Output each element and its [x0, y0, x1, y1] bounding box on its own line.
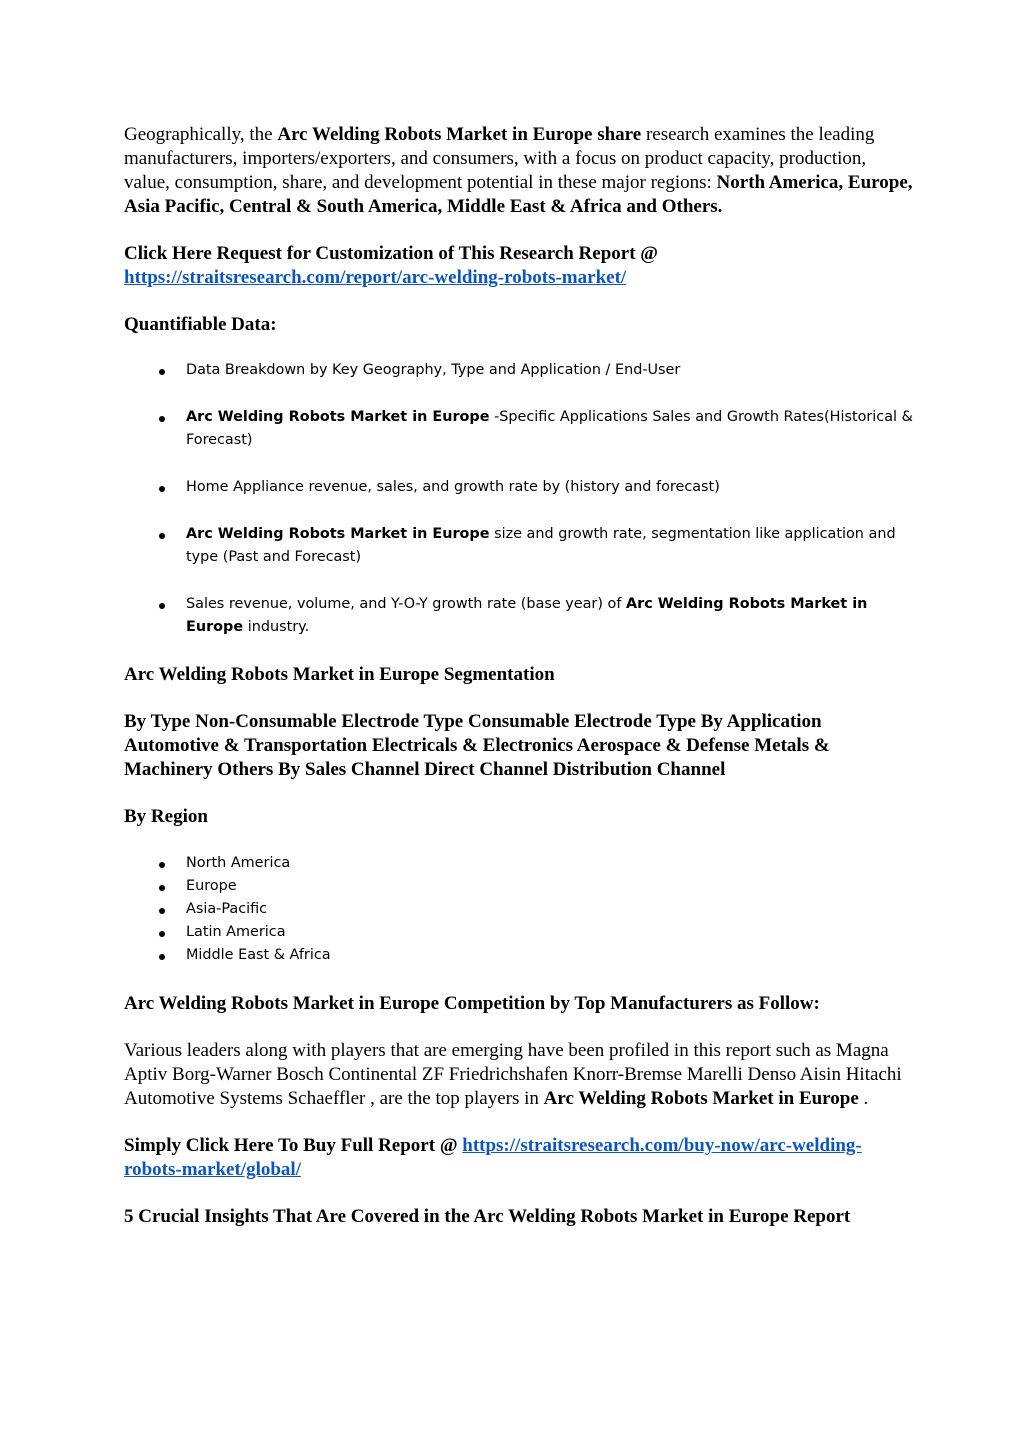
intro-bold-market: Arc Welding Robots Market in Europe share [277, 124, 642, 145]
bullet-icon [159, 369, 165, 375]
customization-link[interactable]: https://straitsresearch.com/report/arc-welding-robots-market/ [124, 267, 627, 288]
competition-body-text: Various leaders along with players that are emerging have been profiled in this report such as Magna Aptiv Borg-Warner Bosch Continental ZF Friedrichshafen Knorr-Bremse Marelli Denso Aisin Hitachi Automotive Systems Schaeffler , are the top players in [124, 1040, 902, 1109]
intro-text-rest: research examines the leading manufacturers, importers/exporters, and consumers, with a focus on product capacity, production, value, consumption, share, and development potential in these major regions: [124, 124, 875, 193]
bullet-icon [159, 416, 165, 422]
region-item: Europe [186, 878, 237, 894]
list-item [124, 875, 914, 898]
list-item-bold: Arc Welding Robots Market in Europe [186, 596, 868, 635]
insights-heading-text: 5 Crucial Insights That Are Covered in the Arc Welding Robots Market in Europe Report [124, 1206, 851, 1227]
intro-regions: North America, Europe, Asia Pacific, Central & South America, Middle East & Africa and Others. [124, 172, 913, 217]
region-item: North America [186, 855, 291, 871]
intro-paragraph [124, 123, 914, 219]
document-page [124, 123, 914, 1229]
region-list [124, 852, 914, 967]
intro-text: Geographically, the [124, 124, 278, 145]
buy-paragraph [124, 1134, 914, 1182]
bullet-icon [159, 908, 165, 914]
segmentation-heading [124, 663, 914, 687]
list-item [124, 523, 914, 569]
competition-heading [124, 992, 914, 1016]
list-item-tail: industry. [243, 619, 310, 635]
region-heading [124, 805, 914, 829]
bullet-icon [159, 862, 165, 868]
quantifiable-list [124, 359, 914, 639]
segmentation-body-text: By Type Non-Consumable Electrode Type Consumable Electrode Type By Application Automotive & Transportation Electricals & Electronics Aerospace & Defense Metals & Machinery Others By Sales Channel Direct Channel Distribution Channel [124, 711, 830, 780]
list-item [124, 852, 914, 875]
insights-heading [124, 1205, 914, 1229]
competition-body [124, 1039, 914, 1111]
competition-body-bold: Arc Welding Robots Market in Europe [543, 1088, 859, 1109]
competition-body-end: . [858, 1088, 869, 1109]
list-item [124, 406, 914, 452]
list-item [124, 898, 914, 921]
bullet-icon [159, 931, 165, 937]
buy-label: Simply Click Here To Buy Full Report @ [124, 1135, 463, 1156]
region-heading-text: By Region [124, 806, 208, 827]
region-item: Latin America [186, 924, 286, 940]
competition-heading-text: Arc Welding Robots Market in Europe Competition by Top Manufacturers as Follow: [124, 993, 820, 1014]
region-item: Middle East & Africa [186, 947, 331, 963]
bullet-icon [159, 486, 165, 492]
list-item-text: size and growth rate, segmentation like application and type (Past and Forecast) [186, 526, 896, 565]
customization-paragraph [124, 242, 914, 290]
list-item-text: Home Appliance revenue, sales, and growth rate by (history and forecast) [186, 479, 720, 495]
bullet-icon [159, 954, 165, 960]
list-item-text: -Specific Applications Sales and Growth Rates(Historical & Forecast) [186, 409, 913, 448]
list-item [124, 359, 914, 382]
list-item-bold: Arc Welding Robots Market in Europe [186, 526, 490, 542]
list-item-bold: Arc Welding Robots Market in Europe [186, 409, 490, 425]
customization-label: Click Here Request for Customization of This Research Report @ [124, 243, 658, 264]
bullet-icon [159, 533, 165, 539]
bullet-icon [159, 603, 165, 609]
list-item-text: Data Breakdown by Key Geography, Type and Application / End-User [186, 362, 681, 378]
segmentation-body [124, 710, 914, 782]
region-item: Asia-Pacific [186, 901, 268, 917]
list-item [124, 921, 914, 944]
list-item [124, 476, 914, 499]
list-item [124, 593, 914, 639]
quantifiable-heading-text: Quantifiable Data: [124, 314, 277, 335]
bullet-icon [159, 885, 165, 891]
list-item [124, 944, 914, 967]
segmentation-heading-text: Arc Welding Robots Market in Europe Segmentation [124, 664, 555, 685]
list-item-text: Sales revenue, volume, and Y-O-Y growth rate (base year) of [186, 596, 626, 612]
quantifiable-heading [124, 313, 914, 337]
buy-link[interactable]: https://straitsresearch.com/buy-now/arc-welding-robots-market/global/ [124, 1135, 862, 1180]
